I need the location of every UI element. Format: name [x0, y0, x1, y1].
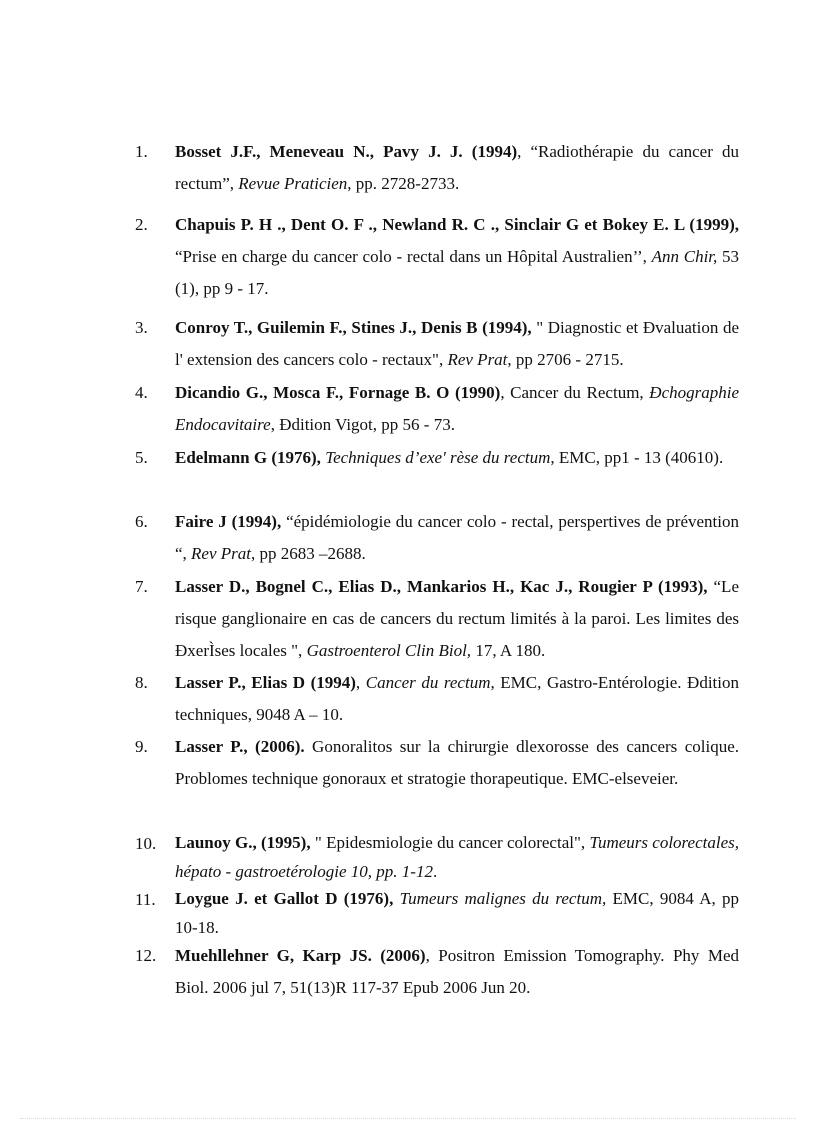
reference-journal: Gastroenterol Clin Biol,	[306, 641, 472, 660]
reference-authors: Muehllehner G, Karp JS. (2006)	[175, 946, 426, 965]
reference-journal: Revue Praticien,	[238, 174, 352, 193]
reference-title: ,	[355, 673, 366, 692]
reference-details: , Ðdition Vigot, pp 56 - 73.	[270, 415, 455, 434]
reference-item	[135, 506, 739, 570]
reference-number: 10.	[135, 834, 157, 853]
reference-item	[135, 136, 739, 200]
reference-authors: Edelmann G (1976),	[175, 448, 321, 467]
reference-authors: Loygue J. et Gallot D (1976),	[175, 889, 394, 908]
reference-journal: Rev Prat	[447, 350, 508, 369]
reference-item	[135, 667, 739, 731]
reference-journal: Rev Prat	[191, 544, 251, 563]
reference-details: , EMC, Gastro-Entérologie. Ðdition techniques, 9048 A – 10.	[175, 673, 739, 724]
reference-title: , “Radiothérapie du cancer du rectum”,	[175, 142, 739, 193]
reference-text	[175, 940, 739, 1004]
reference-journal: Tumeurs colorectales, hépato - gastroetérologie 10, pp. 1-12	[175, 833, 739, 881]
page-bottom-border	[20, 1118, 796, 1119]
reference-details: , EMC, pp1 - 13 (40610).	[550, 448, 724, 467]
reference-number: 1.	[135, 142, 148, 161]
reference-authors: Lasser D., Bognel C., Elias D., Mankarios H., Kac J., Rougier P (1993),	[175, 577, 708, 596]
reference-text	[175, 442, 739, 474]
reference-details: .	[432, 862, 438, 881]
reference-number: 12.	[135, 946, 157, 965]
reference-authors: Launoy G., (1995),	[175, 833, 311, 852]
reference-title: " Epidesmiologie du cancer colorectal",	[310, 833, 590, 852]
reference-authors: Bosset J.F., Meneveau N., Pavy J. J. (1994)	[175, 142, 518, 161]
reference-authors: Dicandio G., Mosca F., Fornage B. O (1990)	[175, 383, 501, 402]
reference-item	[135, 940, 739, 1004]
reference-journal: Tumeurs malignes du rectum,	[399, 889, 607, 908]
reference-text	[175, 667, 739, 731]
reference-journal: Cancer du rectum	[365, 673, 491, 692]
reference-text	[175, 731, 739, 795]
reference-authors: Conroy T., Guilemin F., Stines J., Denis B (1994),	[175, 318, 532, 337]
reference-text	[175, 312, 739, 376]
reference-item	[135, 571, 739, 667]
reference-number: 11.	[135, 890, 156, 909]
reference-text	[175, 209, 739, 305]
reference-authors: Faire J (1994),	[175, 512, 282, 531]
reference-text	[175, 884, 739, 942]
reference-title: , Positron Emission Tomography. Phy Med Biol. 2006 jul 7, 51(13)R 117-37 Epub 2006 Jun 20.	[175, 946, 739, 997]
reference-item	[135, 209, 739, 305]
reference-text	[175, 828, 739, 886]
reference-authors: Chapuis P. H ., Dent O. F ., Newland R. C ., Sinclair G et Bokey E. L (1999),	[175, 215, 739, 234]
reference-number: 9.	[135, 737, 148, 756]
reference-number: 4.	[135, 383, 148, 402]
reference-item	[135, 828, 739, 886]
reference-details: pp. 2728-2733.	[351, 174, 460, 193]
reference-authors: Lasser P., Elias D (1994)	[175, 673, 356, 692]
reference-number: 6.	[135, 512, 148, 531]
reference-title: Gonoralitos sur la chirurgie dlexorosse des cancers colique. Problomes technique gonoraux et stratogie thorapeutique. EMC-elseveier.	[175, 737, 740, 788]
reference-details: , pp 2683 –2688.	[251, 544, 366, 563]
reference-authors: Lasser P., (2006).	[175, 737, 305, 756]
reference-text	[175, 377, 739, 441]
reference-title: “épidémiologie du cancer colo - rectal, perspertives de prévention “,	[175, 512, 739, 563]
reference-journal: Ann Chir,	[651, 247, 718, 266]
reference-text	[175, 571, 739, 667]
reference-item	[135, 312, 739, 376]
reference-title: , Cancer du Rectum,	[500, 383, 650, 402]
reference-title: " Diagnostic et Ðvaluation de l' extension des cancers colo - rectaux",	[175, 318, 739, 369]
reference-text	[175, 136, 739, 200]
reference-number: 8.	[135, 673, 148, 692]
reference-item	[135, 884, 739, 942]
reference-number: 3.	[135, 318, 148, 337]
reference-number: 2.	[135, 215, 148, 234]
reference-title: “Prise en charge du cancer colo - rectal dans un Hôpital Australien’’,	[175, 247, 652, 266]
reference-item	[135, 442, 739, 474]
reference-details: , pp 2706 - 2715.	[507, 350, 624, 369]
reference-item	[135, 731, 739, 795]
reference-number: 5.	[135, 448, 148, 467]
reference-number: 7.	[135, 577, 148, 596]
reference-details: 17, A 180.	[471, 641, 546, 660]
reference-text	[175, 506, 739, 570]
reference-details: 53 (1), pp 9 - 17.	[175, 247, 740, 298]
reference-journal: Techniques d’exe' rèse du rectum	[325, 448, 551, 467]
reference-details: EMC, 9084 A, pp 10-18.	[175, 889, 740, 937]
reference-title: “Le risque ganglionaire en cas de cancers du rectum limités à la paroi. Les limites des ÐxerÌses locales ",	[175, 577, 739, 660]
reference-journal: Ðchographie Endocavitaire	[175, 383, 740, 434]
reference-item	[135, 377, 739, 441]
